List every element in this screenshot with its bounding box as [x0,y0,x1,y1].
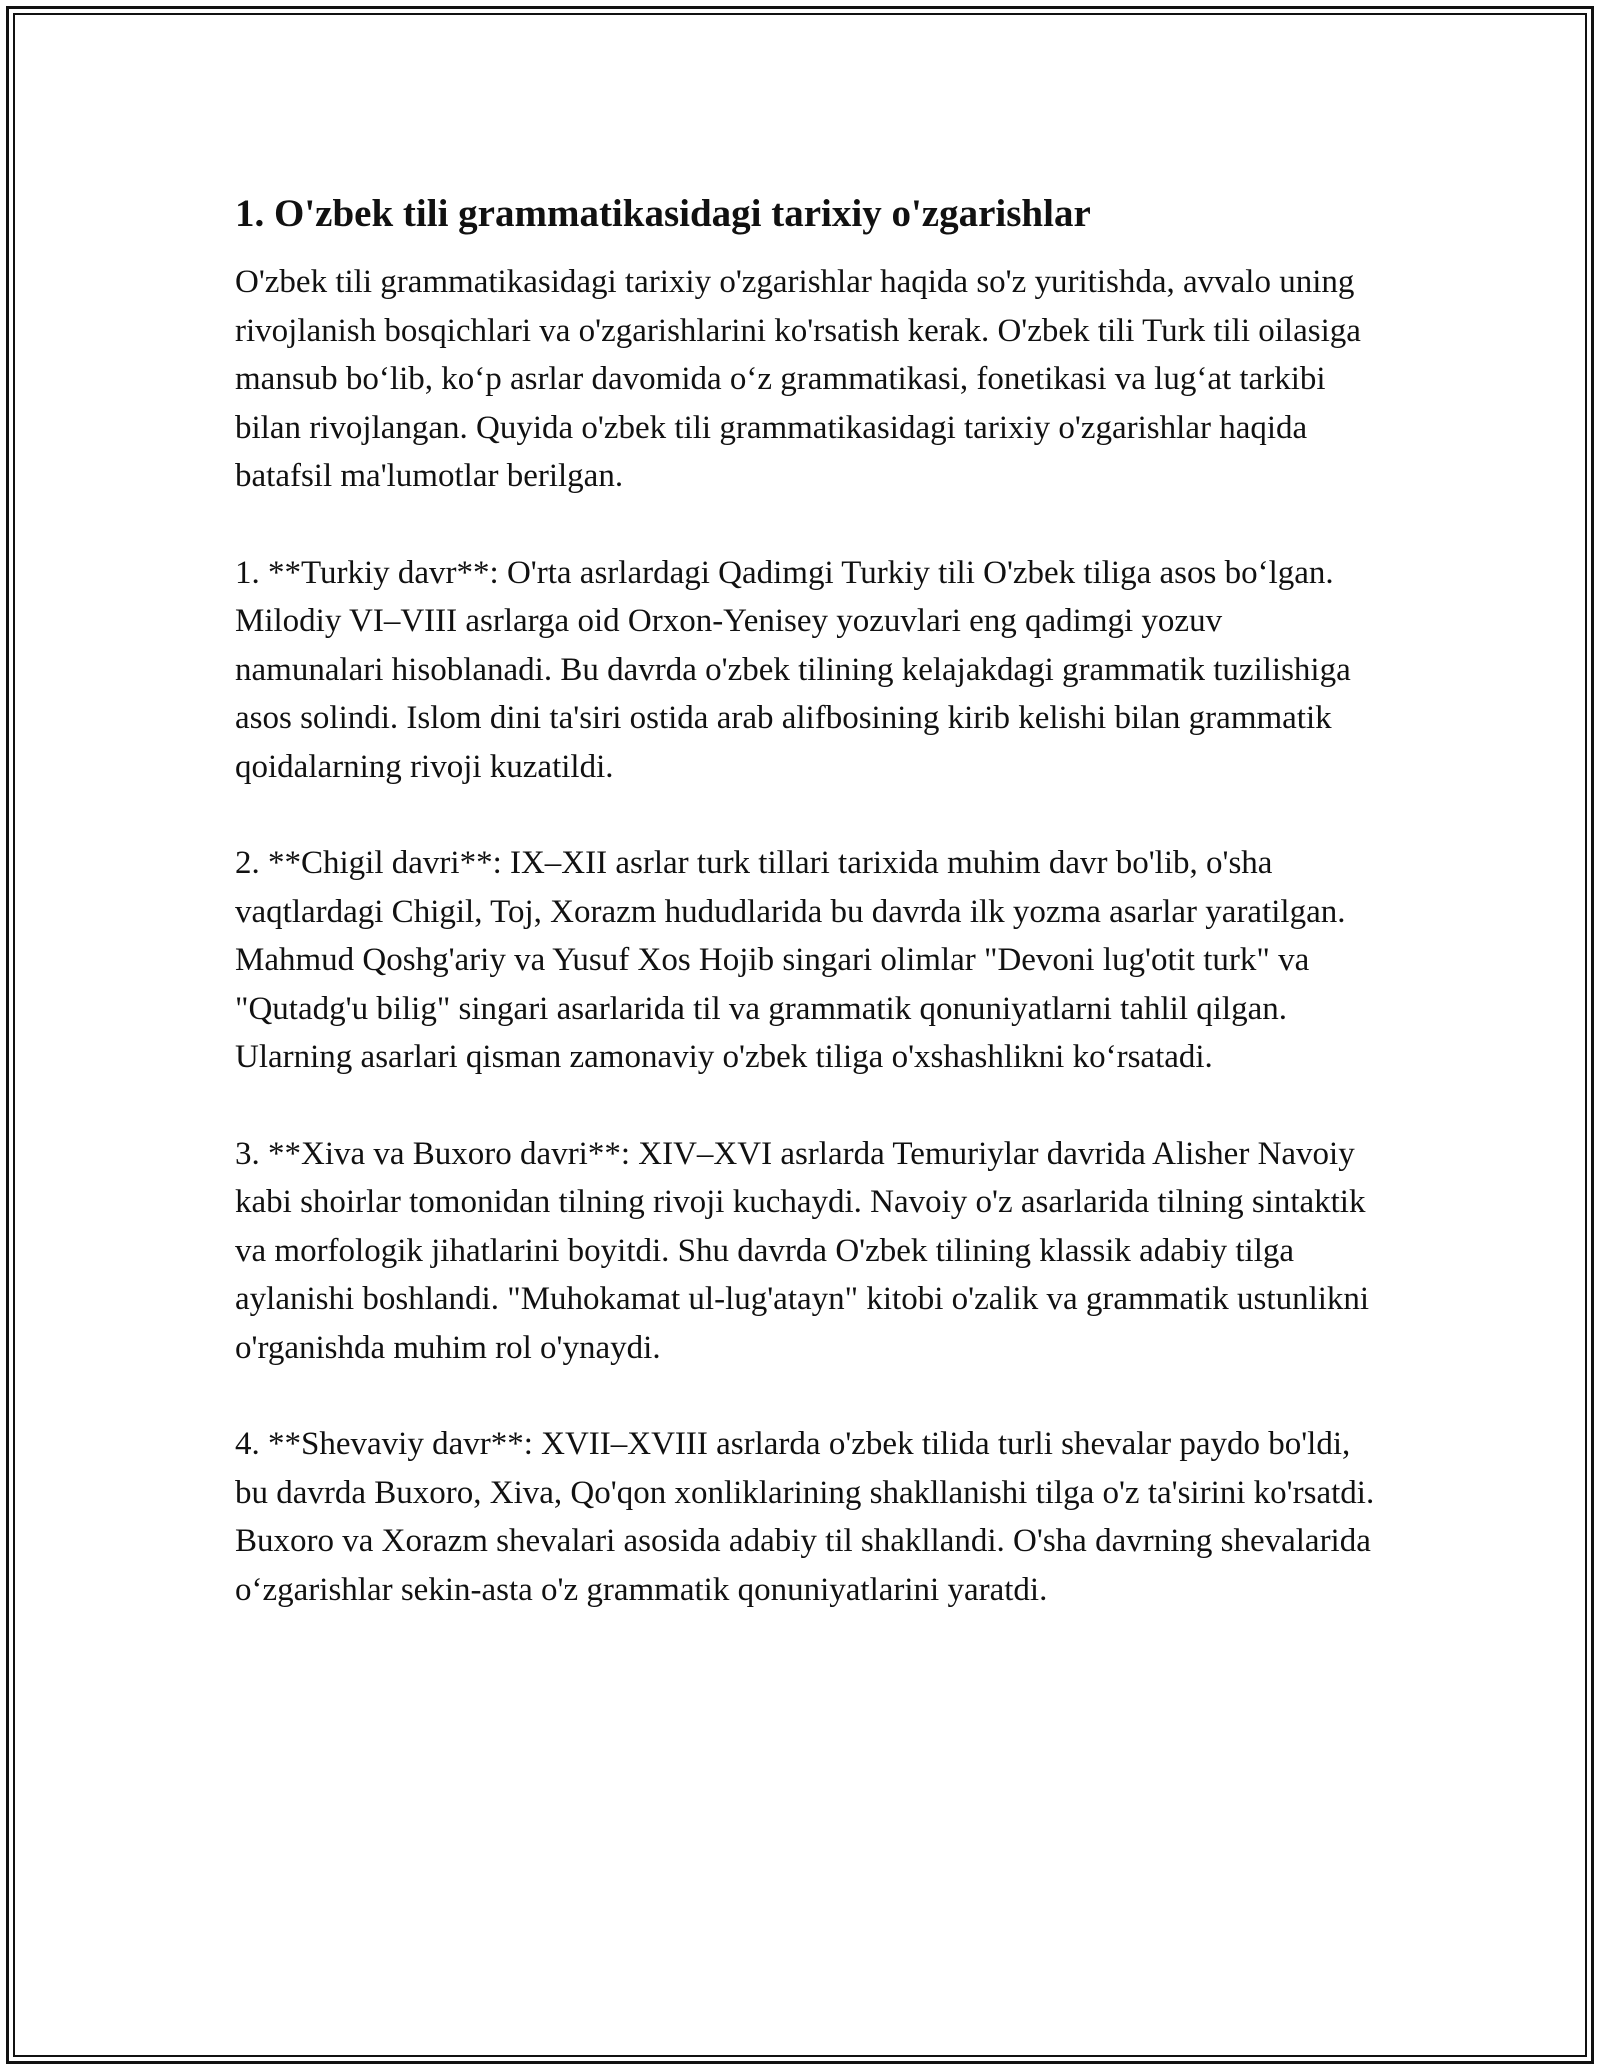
paragraph-xiva-buxoro-davri: 3. **Xiva va Buxoro davri**: XIV–XVI asrlarda Temuriylar davrida Alisher Navoiy kabi shoirlar tomonidan tilning rivoji kuchaydi. Navoiy o'z asarlarida tilning sintaktik va morfologik jihatlarini boyitdi. Shu davrda O'zbek tilining klassik adabiy tilga aylanishi boshlandi. "Muhokamat ul-lug'atayn" kitobi o'zalik va grammatik ustunlikni o'rganishda muhim rol o'ynaydi. [235,1135,1370,1366]
document-body [235,186,1375,1662]
paragraph-chigil-davri: 2. **Chigil davri**: IX–XII asrlar turk tillari tarixida muhim davr bo'lib, o'sha vaqtlardagi Chigil, Toj, Xorazm hududlarida bu davrda ilk yozma asarlar yaratilgan. Mahmud Qoshg'ariy va Yusuf Xos Hojib singari olimlar "Devoni lug'otit turk" va "Qutadg'u bilig" singari asarlarida til va grammatik qonuniyatlarni tahlil qilgan. Ularning asarlari qisman zamonaviy o'zbek tiliga o'xshashlikni ko‘rsatadi. [235,845,1346,1075]
paragraph-shevaviy-davr: 4. **Shevaviy davr**: XVII–XVIII asrlarda o'zbek tilida turli shevalar paydo bo'ldi, bu davrda Buxoro, Xiva, Qo'qon xonliklarining shakllanishi tilga o'z ta'sirini ko'rsatdi. Buxoro va Xorazm shevalari asosida adabiy til shakllandi. O'sha davrning shevalarida o‘zgarishlar sekin-asta o'z grammatik qonuniyatlarini yaratdi. [235,1426,1375,1608]
section-heading: 1. O'zbek tili grammatikasidagi tarixiy o'zgarishlar [235,192,1091,235]
intro-paragraph: O'zbek tili grammatikasidagi tarixiy o'zgarishlar haqida so'z yuritishda, avvalo uning rivojlanish bosqichlari va o'zgarishlarini ko'rsatish kerak. O'zbek tili Turk tili oilasiga mansub bo‘lib, ko‘p asrlar davomida o‘z grammatikasi, fonetikasi va lug‘at tarkibi bilan rivojlangan. Quyida o'zbek tili grammatikasidagi tarixiy o'zgarishlar haqida batafsil ma'lumotlar berilgan. [235,264,1361,494]
paragraph-turkiy-davr: 1. **Turkiy davr**: O'rta asrlardagi Qadimgi Turkiy tili O'zbek tiliga asos bo‘lgan. Milodiy VI–VIII asrlarga oid Orxon-Yenisey yozuvlari eng qadimgi yozuv namunalari hisoblanadi. Bu davrda o'zbek tilining kelajakdagi grammatik tuzilishiga asos solindi. Islom dini ta'siri ostida arab alifbosining kirib kelishi bilan grammatik qoidalarning rivoji kuzatildi. [235,554,1351,785]
